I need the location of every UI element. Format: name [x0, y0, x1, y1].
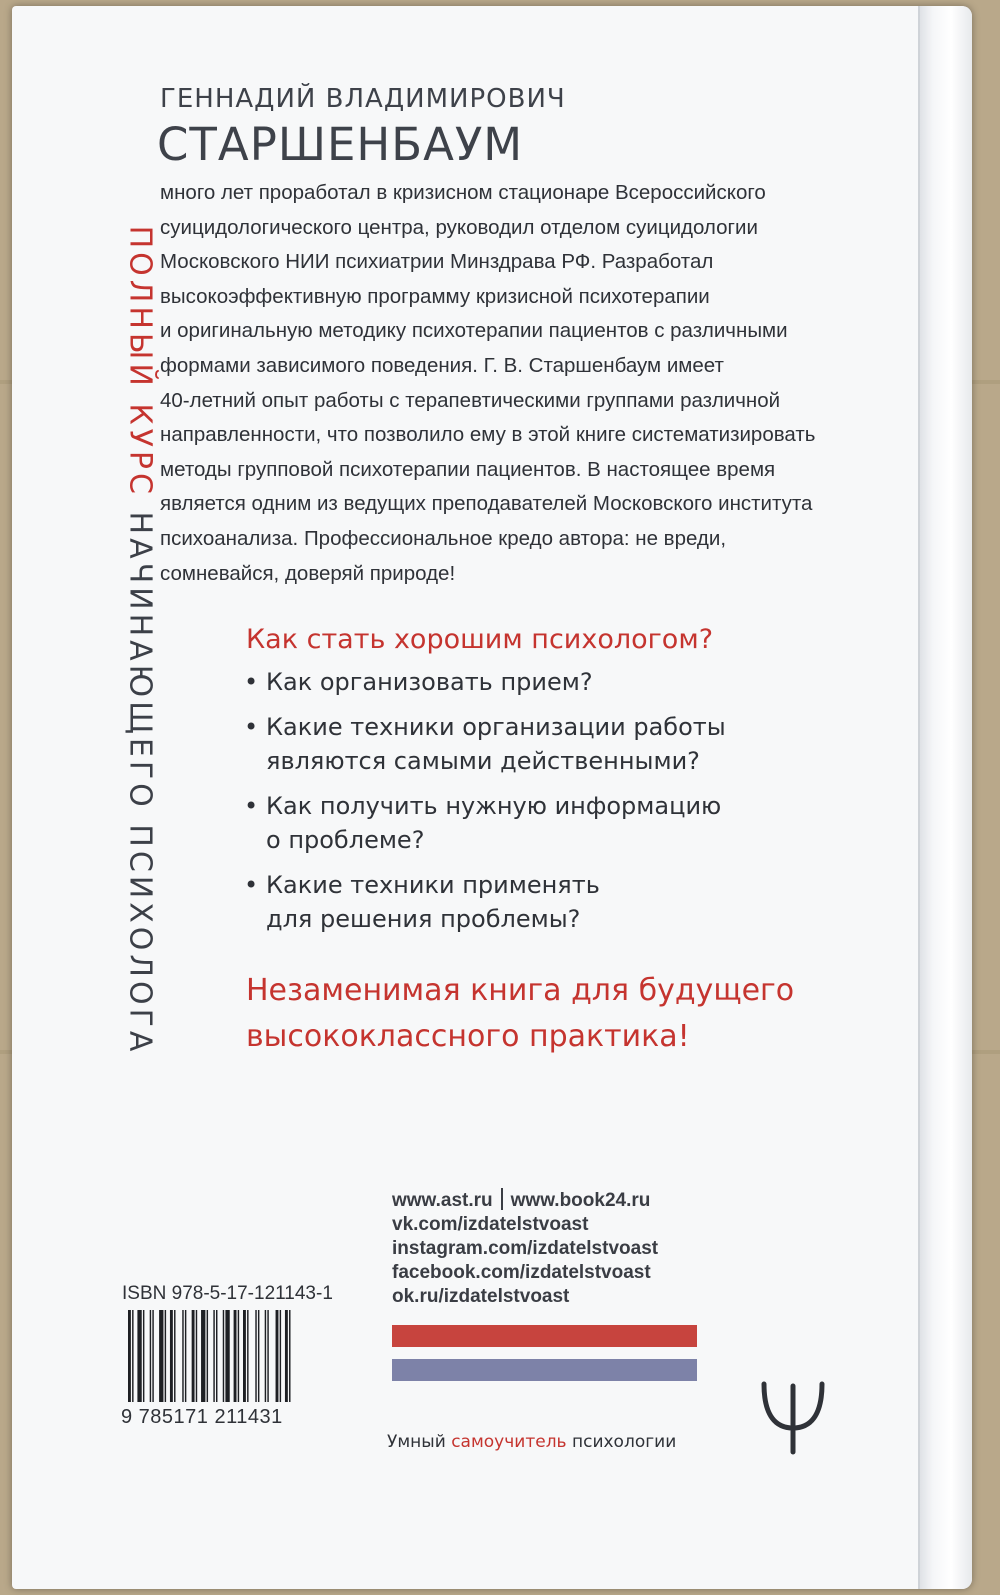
question-line: для решения проблемы? [266, 905, 581, 933]
question-list [244, 665, 844, 947]
barcode-bar [223, 1310, 224, 1402]
barcode-bar [285, 1310, 288, 1402]
site-link-book24: www.book24.ru [510, 1190, 651, 1211]
question-line: Какие техники организации работы [266, 713, 726, 741]
barcode-bar [243, 1310, 246, 1402]
bio-line: формами зависимого поведения. Г. В. Старшенбаум имеет [160, 353, 724, 377]
barcode-bar [128, 1310, 131, 1402]
bullet-icon: • [244, 871, 259, 899]
barcode-bar [192, 1310, 195, 1402]
barcode-bar [143, 1310, 144, 1402]
author-bio [160, 176, 900, 591]
bio-line: много лет проработал в кризисном стационаре Всероссийского [160, 181, 766, 204]
series-stripe-blue [392, 1359, 697, 1381]
question-heading: Как стать хорошим психологом? [246, 624, 714, 655]
barcode-bar [196, 1310, 197, 1402]
facebook-link: facebook.com/izdatelstvoast [392, 1262, 651, 1283]
vertical-title-part2: НАЧИНАЮЩЕГО ПСИХОЛОГА [122, 511, 158, 1055]
publisher-links [392, 1188, 658, 1309]
barcode-bar [152, 1310, 153, 1402]
barcode-bar [213, 1310, 214, 1402]
barcode-bar [265, 1310, 266, 1402]
bullet-icon: • [244, 668, 259, 696]
link-separator [501, 1188, 503, 1210]
bio-line: суицидологического центра, руководил отделом суицидологии [160, 215, 758, 239]
bio-line: высокоэффективную программу кризисной психотерапии [160, 284, 710, 308]
bio-line: 40-летний опыт работы с терапевтическими группами различной [160, 388, 781, 412]
bio-line: является одним из ведущих преподавателей Московского института [160, 492, 813, 516]
isbn-text: ISBN 978-5-17-121143-1 [122, 1283, 333, 1304]
barcode-bar [276, 1310, 279, 1402]
barcode-icon [128, 1310, 308, 1402]
barcode-bar [137, 1310, 141, 1402]
bullet-icon: • [244, 713, 259, 741]
barcode-bar [185, 1310, 186, 1402]
barcode-bar [182, 1310, 183, 1402]
series-stripe-red [392, 1325, 697, 1347]
bio-line: направленности, что позволило ему в этой книге систематизировать [160, 423, 816, 447]
barcode-bar [165, 1310, 166, 1402]
slogan-line: высококлассного практика! [246, 1019, 690, 1054]
bullet-icon: • [244, 792, 259, 820]
barcode-bar [170, 1310, 173, 1402]
barcode-bar [289, 1310, 290, 1402]
ok-link: ok.ru/izdatelstvoast [392, 1286, 570, 1307]
barcode-digits: 9 785171 211431 [121, 1406, 283, 1428]
site-link-ast: www.ast.ru [392, 1190, 493, 1211]
barcode-bar [234, 1310, 237, 1402]
author-last-name: СТАРШЕНБАУМ [157, 118, 524, 171]
vertical-title-part1: ПОЛНЫЙ КУРС [122, 225, 158, 498]
psi-symbol-icon [758, 1376, 828, 1456]
question-item [244, 868, 844, 936]
question-line: Как организовать прием? [266, 668, 593, 696]
barcode-bar [150, 1310, 151, 1402]
question-item [244, 789, 844, 857]
barcode-bar [267, 1310, 268, 1402]
series-name [387, 1432, 676, 1452]
vk-link: vk.com/izdatelstvoast [392, 1214, 589, 1235]
barcode-bar [159, 1310, 163, 1402]
author-first-name: ГЕННАДИЙ ВЛАДИМИРОВИЧ [160, 84, 566, 114]
series-name-part2: самоучитель [451, 1432, 567, 1452]
instagram-link: instagram.com/izdatelstvoast [392, 1238, 659, 1259]
bio-line: психоанализа. Профессиональное кредо автора: не вреди, [160, 526, 727, 550]
question-line: являются самыми действенными? [266, 747, 700, 775]
series-name-part1: Умный [387, 1432, 446, 1452]
bio-line: и оригинальную методику психотерапии пациентов с различными [160, 319, 788, 343]
bio-line: сомневайся, доверяй природе! [160, 561, 456, 585]
barcode-bar [225, 1310, 229, 1402]
barcode-bar [216, 1310, 217, 1402]
barcode-bar [207, 1310, 208, 1402]
barcode-bar [280, 1310, 281, 1402]
question-item [244, 665, 844, 699]
vertical-series-title [115, 190, 165, 1090]
barcode-bar [238, 1310, 239, 1402]
question-item [244, 710, 844, 778]
bio-line: Московского НИИ психиатрии Минздрава РФ. Разработал [160, 250, 714, 274]
series-name-part3: психологии [571, 1432, 677, 1452]
barcode-bar [255, 1310, 256, 1402]
bio-line: методы групповой психотерапии пациентов. В настоящее время [160, 457, 776, 481]
question-line: Какие техники применять [266, 871, 600, 899]
slogan-line: Незаменимая книга для будущего [246, 973, 795, 1008]
barcode-bar [258, 1310, 259, 1402]
barcode-bar [201, 1310, 205, 1402]
slogan [246, 968, 794, 1060]
question-line: Как получить нужную информацию [266, 792, 722, 820]
barcode-bar [247, 1310, 248, 1402]
barcode-bar [132, 1310, 133, 1402]
barcode-bar [174, 1310, 175, 1402]
book-spine [918, 6, 972, 1589]
question-line: о проблеме? [266, 826, 425, 854]
